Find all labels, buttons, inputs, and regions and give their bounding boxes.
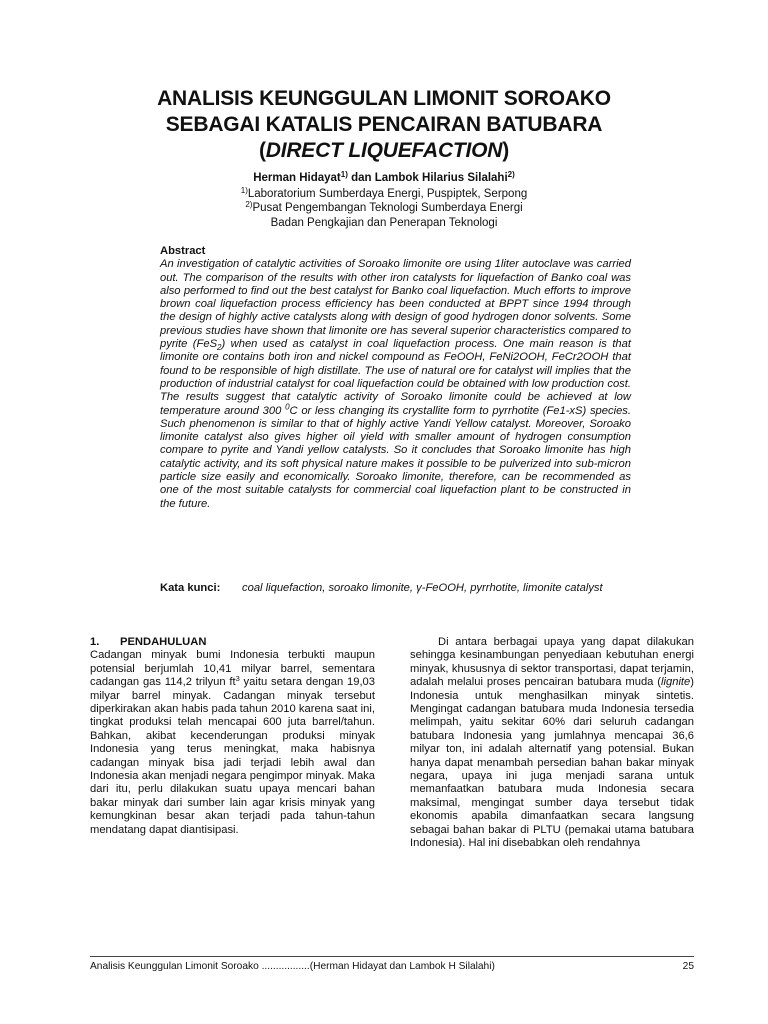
aff-2-sup: 2) — [245, 200, 253, 209]
title-line-1: ANALISIS KEUNGGULAN LIMONIT SOROAKO — [157, 87, 611, 110]
abstract-part-1: An investigation of catalytic activities of Soroako limonite ore using 1liter autoclave was carried out. The comparison of the results with other iron catalysts for liquefaction of Banko coal was also performed to find out the best catalyst for Banko coal liquefaction. Much efforts to improve brown coal liquefaction process efficiency has been conducted at BPPT since 1994 through the design of highly active catalysts along with design of good hydrogen donor solvents. Some previous studies have shown that limonite ore has several superior characteristics compared to pyrite (FeS — [160, 258, 631, 351]
affiliation-2 — [60, 201, 708, 216]
author-names — [60, 171, 708, 186]
abstract-heading: Abstract — [160, 245, 206, 257]
author-2: dan Lambok Hilarius Silalahi — [347, 172, 508, 184]
paper-title — [60, 86, 708, 164]
keywords-label: Kata kunci: — [160, 582, 221, 594]
abstract-subscript: 2 — [217, 343, 222, 353]
right-italic: lignite — [661, 676, 691, 689]
section-number: 1. — [90, 636, 100, 648]
left-text-a: Cadangan minyak bumi Indonesia terbukti maupun potensial berjumlah 10,41 milyar barrel, sementara cadangan gas 114,2 trilyun ft — [90, 649, 375, 689]
abstract-part-3: C or less changing its crystallite form to pyrrhotite (Fe1-xS) species. Such phenomenon is similar to that of highly active Yandi Yellow catalyst. Moreover, Soroako limonite catalyst also gives higher oil yield with smaller amount of hydrogen consumption compare to pyrite and Yandi yellow catalysts. So it concludes that Soroako limonite has high catalytic activity, and its soft physical nature makes it possible to be pulverized into sub-micron particle size easily and economically. Soroako limonite, therefore, can be recommended as one of the most suitable catalysts for commercial coal liquefaction plant to be constructed in the future. — [160, 404, 631, 510]
abstract-body — [160, 258, 631, 511]
right-paragraph — [410, 636, 694, 851]
author-2-sup: 2) — [507, 170, 515, 179]
author-1: Herman Hidayat — [253, 172, 341, 184]
author-block — [60, 171, 708, 230]
paren-open: ( — [258, 139, 266, 162]
keywords-text: coal liquefaction, soroako limonite, γ-FeOOH, pyrrhotite, limonite catalyst — [242, 582, 603, 594]
author-1-sup: 1) — [340, 170, 348, 179]
title-italic: DIRECT LIQUEFACTION — [265, 139, 503, 162]
paren-close: ) — [502, 139, 510, 162]
section-heading — [90, 636, 375, 649]
column-left — [90, 636, 375, 837]
left-text-b: yaitu setara dengan 19,03 milyar barrel minyak. Cadangan minyak tersebut diperkirakan akan habis pada tahun 2010 karena saat ini, tingkat produksi telah mencapai 600 juta barrel/tahun. Bahkan, akibat kecenderungan produksi minyak Indonesia yang terus meningkat, maka habisnya cadangan minyak bisa jadi terjadi lebih awal dan Indonesia akan menjadi negara pengimpor minyak. Maka dari itu, perlu dilakukan suatu upaya mencari bahan bakar minyak dari sumber lain agar krisis minyak yang kemungkinan besar akan terjadi pada tahun-tahun mendatang dapat diantisipasi. — [90, 676, 375, 836]
right-text-a: Di antara berbagai upaya yang dapat dilakukan sehingga kesinambungan penyediaan kebutuhan energi minyak, khususnya di sektor transportasi, dapat terjamin, adalah melalui proses pencairan batubara muda ( — [410, 636, 694, 689]
right-text-b: ) Indonesia untuk menghasilkan minyak sintetis. Mengingat cadangan batubara muda Indonesia tersedia melimpah, yaitu sekitar 60% dari seluruh cadangan batubara Indonesia yang jumlahnya mencapai 36,6 milyar ton, ini adalah alternatif yang potensial. Bukan hanya dapat menambah persedian bahan bakar minyak negara, upaya ini juga menjadi sarana untuk memanfaatkan batubara muda Indonesia secara maksimal, mengingat sumber daya tersebut tidak ekonomis apabila dimanfaatkan secara langsung sebagai bahan bakar di PLTU (pemakai utama batubara Indonesia). Hal ini disebabkan oleh rendahnya — [410, 676, 694, 850]
aff-1-sup: 1) — [240, 185, 248, 195]
abstract-part-2: ) when used as catalyst in coal liquefaction process. One main reason is that limonite ore contains both iron and nickel compound as FeOOH, FeNi2OOH, FeCr2OOH that found to be responsible of high distillate. The use of natural ore for catalyst will implies that the production of industrial catalyst for coal liquefaction could be obtained with low production cost. The results suggest that catalytic activity of Soroako limonite could be achieved at low temperature around 300 — [160, 338, 631, 417]
affiliation-1 — [60, 187, 708, 202]
title-line-3 — [60, 138, 708, 164]
left-superscript: 3 — [235, 674, 240, 684]
left-paragraph — [90, 649, 375, 837]
title-line-2: SEBAGAI KATALIS PENCAIRAN BATUBARA — [165, 113, 603, 136]
page-number: 25 — [682, 961, 694, 972]
footer-divider — [90, 956, 694, 957]
column-right — [410, 636, 694, 851]
abstract-superscript: 0 — [285, 401, 290, 411]
abstract-section — [160, 245, 631, 511]
keywords — [160, 582, 631, 596]
affiliation-3: Badan Pengkajian dan Penerapan Teknologi — [270, 216, 498, 229]
aff-2-text: Pusat Pengembangan Teknologi Sumberdaya Energi — [252, 202, 523, 214]
aff-1-text: Laboratorium Sumberdaya Energi, Puspiptek, Serpong — [247, 187, 528, 200]
page-footer — [90, 961, 694, 972]
section-title: PENDAHULUAN — [120, 636, 207, 648]
running-title: Analisis Keunggulan Limonit Soroako .................(Herman Hidayat dan Lambok H Silalahi) — [90, 961, 495, 972]
